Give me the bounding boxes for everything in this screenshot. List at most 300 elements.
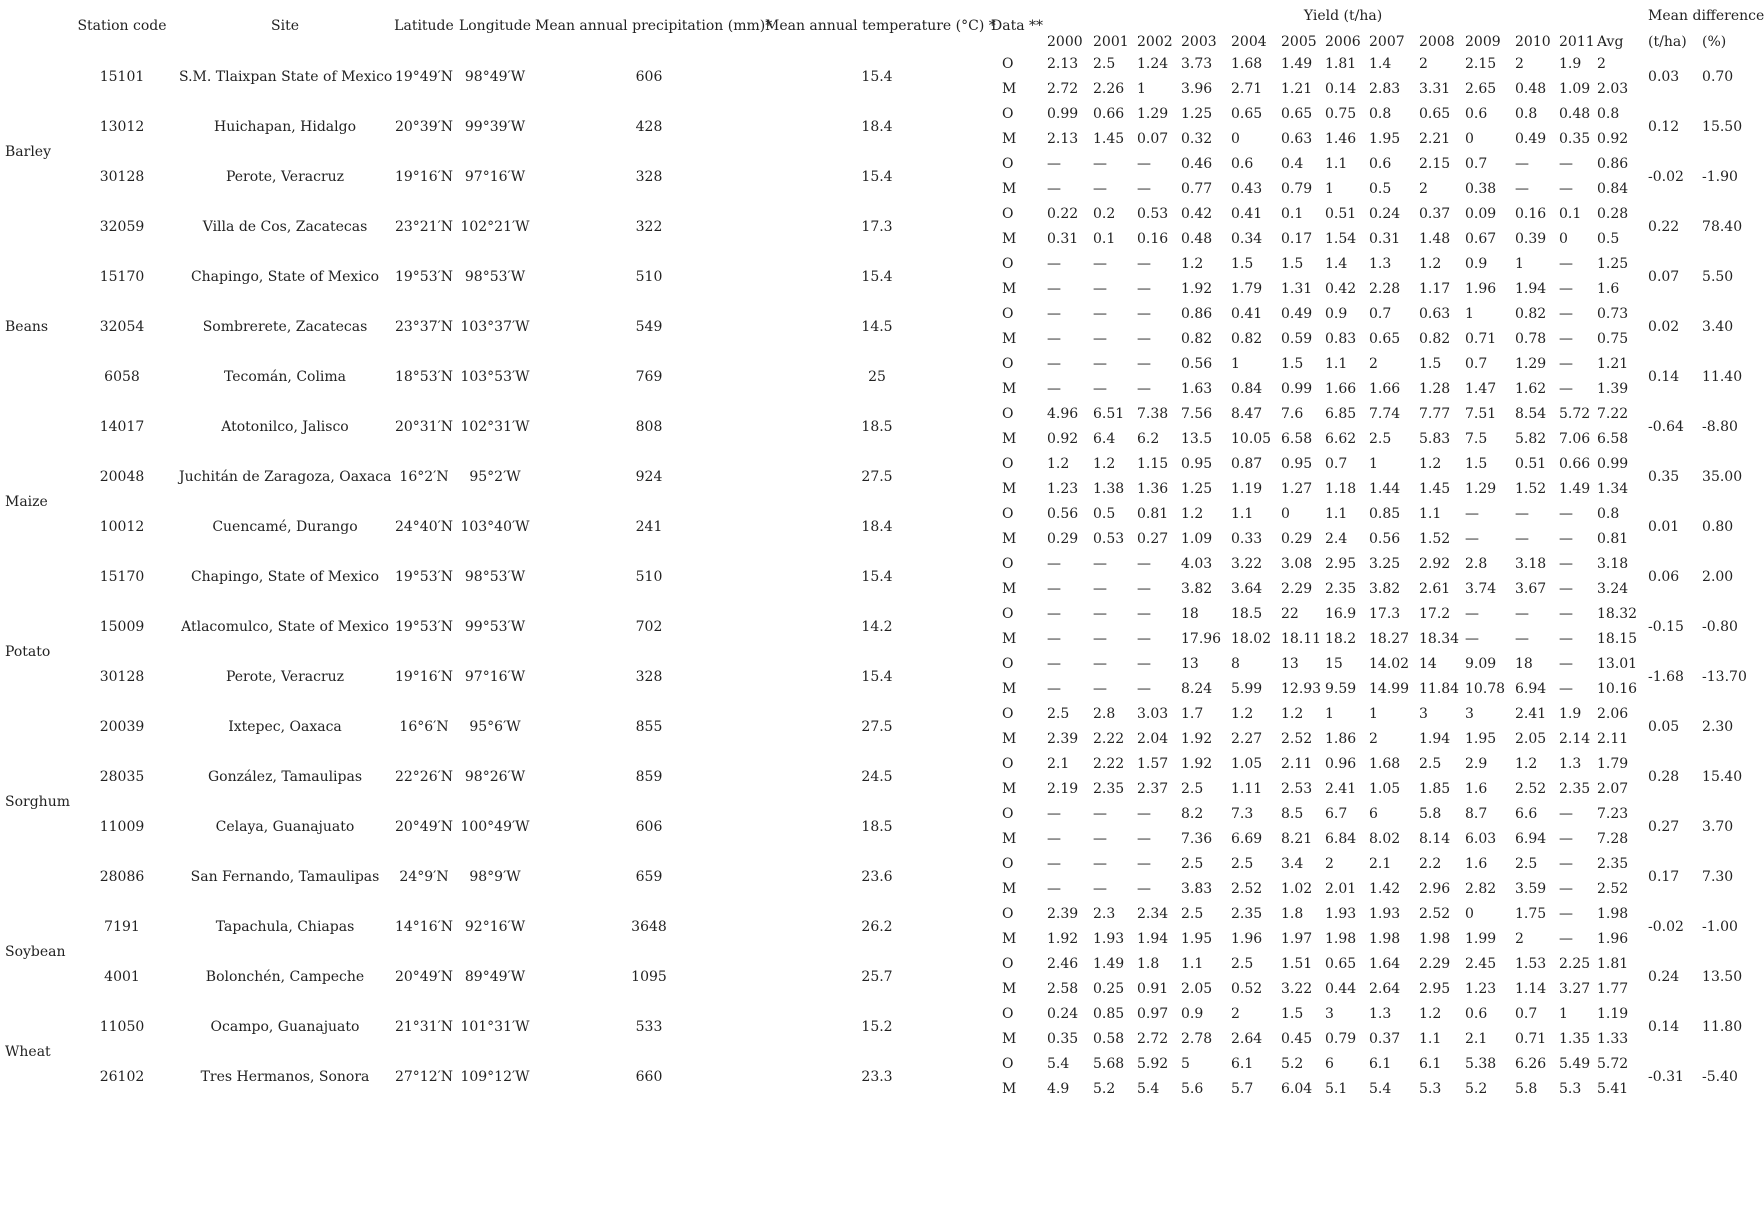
yield-value: 1.29 — [1137, 106, 1169, 122]
yield-value: 1.5 — [1281, 256, 1304, 272]
yield-value: 2.78 — [1181, 1031, 1213, 1047]
yield-value: 2 — [1325, 856, 1334, 872]
yield-value: 0.22 — [1047, 206, 1079, 222]
yield-value: 14.02 — [1369, 656, 1410, 672]
yield-value: 1.92 — [1181, 281, 1213, 297]
yield-value: 0.86 — [1597, 156, 1629, 172]
mean-diff-pct: 3.40 — [1702, 318, 1734, 335]
yield-value: 1.92 — [1181, 731, 1213, 747]
yield-value: 0.37 — [1369, 1031, 1401, 1047]
yield-value: 6.85 — [1325, 406, 1357, 422]
table-body — [4, 52, 1752, 1102]
station-code: 13012 — [99, 118, 145, 135]
latitude: 24°40′N — [394, 518, 454, 535]
yield-value: 1.15 — [1137, 456, 1169, 472]
data-type: O — [1002, 206, 1014, 222]
latitude: 14°16′N — [394, 918, 454, 935]
yield-value: 1.98 — [1325, 931, 1357, 947]
latitude: 19°53′N — [394, 568, 454, 585]
yield-value: 0.43 — [1231, 181, 1263, 197]
precipitation: 241 — [635, 518, 663, 535]
yield-value: 1.2 — [1419, 256, 1442, 272]
yield-value: 1.54 — [1325, 231, 1357, 247]
data-type: M — [1002, 481, 1017, 497]
longitude: 99°53′W — [464, 618, 526, 635]
yield-value: 2.28 — [1369, 281, 1401, 297]
yield-value: 3.73 — [1181, 56, 1213, 72]
site-name: Atotonilco, Jalisco — [221, 418, 349, 435]
yield-value: 0.6 — [1465, 106, 1488, 122]
yield-value: 13.01 — [1597, 656, 1638, 672]
yield-comparison-table — [4, 0, 1764, 1102]
mean-diff-tha: 0.02 — [1648, 318, 1680, 335]
yield-value: 2.03 — [1597, 81, 1629, 97]
yield-value: 1.14 — [1515, 981, 1547, 997]
data-type: O — [1002, 456, 1014, 472]
yield-value: 0.29 — [1281, 531, 1313, 547]
year-header: 2007 — [1369, 34, 1405, 50]
site-name: González, Tamaulipas — [207, 768, 363, 785]
yield-value: — — [1047, 806, 1061, 822]
yield-value: 0.59 — [1281, 331, 1313, 347]
yield-value: — — [1559, 331, 1573, 347]
yield-value: 1.4 — [1369, 56, 1392, 72]
yield-value: — — [1559, 306, 1573, 322]
yield-value: 1.35 — [1559, 1031, 1591, 1047]
yield-value: 5.72 — [1597, 1056, 1629, 1072]
mean-diff-pct: 78.40 — [1702, 218, 1743, 235]
year-header: 2002 — [1137, 34, 1173, 50]
yield-value: 1.1 — [1325, 356, 1348, 372]
yield-value: 6.1 — [1369, 1056, 1392, 1072]
yield-value: 2.35 — [1597, 856, 1629, 872]
data-type: M — [1002, 781, 1017, 797]
year-header: 2006 — [1325, 34, 1361, 50]
yield-value: 1.38 — [1093, 481, 1125, 497]
yield-value: 1.17 — [1419, 281, 1451, 297]
yield-value: — — [1093, 631, 1107, 647]
yield-value: 0.92 — [1047, 431, 1079, 447]
yield-value: 2.39 — [1047, 731, 1079, 747]
yield-value: 2.5 — [1419, 756, 1442, 772]
data-type: O — [1002, 606, 1014, 622]
longitude: 98°53′W — [464, 268, 526, 285]
yield-value: 8.2 — [1181, 806, 1204, 822]
data-type: O — [1002, 556, 1014, 572]
yield-value: — — [1137, 806, 1151, 822]
station-code: 32054 — [99, 318, 145, 335]
data-type: O — [1002, 1006, 1014, 1022]
yield-value: 1.45 — [1093, 131, 1125, 147]
longitude: 98°9′W — [469, 868, 521, 885]
year-header: 2004 — [1231, 34, 1267, 50]
station-code: 14017 — [99, 418, 145, 435]
yield-value: — — [1047, 581, 1061, 597]
yield-value: 0.5 — [1093, 506, 1116, 522]
yield-value: 0.75 — [1597, 331, 1629, 347]
yield-value: 3.18 — [1515, 556, 1547, 572]
mean-diff-pct: -5.40 — [1702, 1068, 1738, 1085]
yield-value: 1.4 — [1325, 256, 1348, 272]
yield-value: 3 — [1419, 706, 1428, 722]
yield-value: 1.2 — [1231, 706, 1254, 722]
station-code: 10012 — [99, 518, 145, 535]
yield-value: — — [1137, 606, 1151, 622]
yield-value: 0.1 — [1093, 231, 1116, 247]
data-type: O — [1002, 706, 1014, 722]
yield-value: 1.2 — [1281, 706, 1304, 722]
yield-value: — — [1559, 831, 1573, 847]
mean-diff-pct: 11.80 — [1702, 1018, 1743, 1035]
precipitation: 328 — [635, 668, 663, 685]
yield-value: 3.83 — [1181, 881, 1213, 897]
temperature: 15.4 — [861, 68, 893, 85]
yield-value: 1.2 — [1181, 256, 1204, 272]
yield-value: 0.46 — [1181, 156, 1213, 172]
data-type: M — [1002, 431, 1017, 447]
yield-value: 1.63 — [1181, 381, 1213, 397]
yield-value: — — [1559, 281, 1573, 297]
yield-value: 0.49 — [1281, 306, 1313, 322]
yield-value: 1 — [1369, 706, 1378, 722]
yield-value: 1.3 — [1369, 1006, 1392, 1022]
yield-value: 8.24 — [1181, 681, 1213, 697]
yield-value: 0.51 — [1515, 456, 1547, 472]
table-row — [4, 52, 1752, 77]
yield-value: 3.31 — [1419, 81, 1451, 97]
mean-diff-pct: 15.40 — [1702, 768, 1743, 785]
yield-value: 1.47 — [1465, 381, 1497, 397]
yield-value: 6.6 — [1515, 806, 1538, 822]
yield-value: 2.8 — [1465, 556, 1488, 572]
yield-value: 5.72 — [1559, 406, 1591, 422]
yield-value: 2.9 — [1465, 756, 1488, 772]
latitude: 19°53′N — [394, 618, 454, 635]
yield-value: 0.51 — [1325, 206, 1357, 222]
site-name: Tapachula, Chiapas — [215, 918, 355, 935]
temperature: 25.7 — [861, 968, 893, 985]
yield-value: — — [1047, 306, 1061, 322]
yield-value: 2 — [1369, 356, 1378, 372]
yield-value: 2.5 — [1181, 781, 1204, 797]
yield-value: 0.71 — [1515, 1031, 1547, 1047]
data-type: M — [1002, 81, 1017, 97]
yield-value: — — [1559, 156, 1573, 172]
crop-name: Maize — [5, 493, 48, 510]
table-row — [4, 752, 1752, 777]
table-row — [4, 252, 1752, 277]
temperature: 18.5 — [861, 418, 893, 435]
yield-value: 7.74 — [1369, 406, 1401, 422]
yield-value: 1.95 — [1465, 731, 1497, 747]
yield-value: 0.33 — [1231, 531, 1263, 547]
yield-value: 14.99 — [1369, 681, 1410, 697]
latitude: 19°16′N — [394, 168, 454, 185]
table-row — [4, 602, 1752, 627]
mean-diff-tha: 0.14 — [1648, 1018, 1680, 1035]
yield-value: 5.7 — [1231, 1081, 1254, 1097]
yield-value: 0.38 — [1465, 181, 1497, 197]
yield-value: 1.09 — [1559, 81, 1591, 97]
yield-value: 1.39 — [1597, 381, 1629, 397]
table-row — [4, 452, 1752, 477]
data-type: M — [1002, 1031, 1017, 1047]
yield-value: 1.1 — [1325, 156, 1348, 172]
yield-value: 0.58 — [1093, 1031, 1125, 1047]
yield-value: 2.71 — [1231, 81, 1263, 97]
yield-value: 8.21 — [1281, 831, 1313, 847]
latitude: 20°31′N — [394, 418, 454, 435]
yield-value: 2.5 — [1515, 856, 1538, 872]
precipitation: 859 — [635, 768, 663, 785]
mean-diff-pct: -13.70 — [1702, 668, 1747, 685]
yield-value: — — [1515, 606, 1529, 622]
yield-value: 1.46 — [1325, 131, 1357, 147]
yield-value: 1.92 — [1181, 756, 1213, 772]
mean-diff-tha: 0.14 — [1648, 368, 1680, 385]
yield-value: 1.21 — [1597, 356, 1629, 372]
yield-value: 6.51 — [1093, 406, 1125, 422]
longitude: 103°40′W — [460, 518, 530, 535]
yield-value: 1.2 — [1093, 456, 1116, 472]
yield-value: — — [1559, 556, 1573, 572]
yield-value: 0.52 — [1231, 981, 1263, 997]
yield-value: 2.2 — [1419, 856, 1442, 872]
data-type: M — [1002, 381, 1017, 397]
crop-name: Beans — [5, 318, 49, 335]
yield-value: 5.99 — [1231, 681, 1263, 697]
table-row — [4, 1052, 1752, 1077]
yield-value: 1 — [1325, 706, 1334, 722]
yield-value: 0.65 — [1369, 331, 1401, 347]
yield-value: — — [1093, 581, 1107, 597]
mean-diff-pct: 15.50 — [1702, 118, 1743, 135]
yield-value: — — [1093, 331, 1107, 347]
yield-value: 7.36 — [1181, 831, 1213, 847]
yield-value: 0.95 — [1181, 456, 1213, 472]
yield-value: 1.64 — [1369, 956, 1401, 972]
yield-value: — — [1559, 256, 1573, 272]
yield-value: 0.1 — [1281, 206, 1304, 222]
yield-value: 1.96 — [1597, 931, 1629, 947]
latitude: 16°2′N — [399, 468, 449, 485]
yield-value: 2.46 — [1047, 956, 1079, 972]
yield-value: 2.52 — [1231, 881, 1263, 897]
yield-value: 0.42 — [1181, 206, 1213, 222]
mean-diff-tha: -0.02 — [1648, 168, 1684, 185]
yield-value: — — [1515, 631, 1529, 647]
yield-value: — — [1559, 631, 1573, 647]
longitude: 97°16′W — [464, 668, 526, 685]
yield-value: 0.37 — [1419, 206, 1451, 222]
yield-value: 0.4 — [1281, 156, 1304, 172]
yield-value: 0.65 — [1419, 106, 1451, 122]
header-data: Data ** — [991, 18, 1043, 34]
yield-value: 0.5 — [1369, 181, 1392, 197]
yield-value: 2.8 — [1093, 706, 1116, 722]
data-type: M — [1002, 531, 1017, 547]
yield-value: — — [1559, 931, 1573, 947]
yield-value: 2.22 — [1093, 731, 1125, 747]
year-header: 2011 — [1559, 34, 1595, 50]
header-site: Site — [271, 18, 299, 34]
yield-value: — — [1465, 631, 1479, 647]
yield-value: 0.49 — [1515, 131, 1547, 147]
yield-value: 5.6 — [1181, 1081, 1204, 1097]
yield-value: 0.28 — [1597, 206, 1629, 222]
yield-value: 0.6 — [1231, 156, 1254, 172]
yield-value: 0.73 — [1597, 306, 1629, 322]
yield-value: 0.48 — [1559, 106, 1591, 122]
longitude: 99°39′W — [464, 118, 526, 135]
yield-value: 1.66 — [1325, 381, 1357, 397]
yield-value: 2.01 — [1325, 881, 1357, 897]
yield-value: 6 — [1325, 1056, 1334, 1072]
header-precipitation: Mean annual precipitation (mm)* — [535, 18, 773, 34]
yield-value: — — [1047, 381, 1061, 397]
yield-value: 3 — [1465, 706, 1474, 722]
site-name: Villa de Cos, Zacatecas — [202, 218, 368, 235]
longitude: 102°31′W — [460, 418, 530, 435]
yield-value: 2.5 — [1231, 856, 1254, 872]
diff-unit-header: (t/ha) — [1648, 34, 1687, 50]
yield-value: 6.04 — [1281, 1081, 1313, 1097]
yield-value: 8 — [1231, 656, 1240, 672]
yield-value: 2.5 — [1181, 906, 1204, 922]
yield-value: 1.79 — [1231, 281, 1263, 297]
yield-value: 0 — [1231, 131, 1240, 147]
precipitation: 3648 — [631, 918, 667, 935]
data-type: M — [1002, 331, 1017, 347]
yield-value: 0.91 — [1137, 981, 1169, 997]
yield-value: — — [1047, 656, 1061, 672]
yield-value: 2.29 — [1281, 581, 1313, 597]
yield-value: — — [1093, 606, 1107, 622]
yield-value: 7.56 — [1181, 406, 1213, 422]
yield-value: 1.94 — [1419, 731, 1451, 747]
station-code: 11050 — [99, 1018, 145, 1035]
yield-value: 2.72 — [1137, 1031, 1169, 1047]
yield-value: 0.83 — [1325, 331, 1357, 347]
yield-value: 3.24 — [1597, 581, 1629, 597]
latitude: 18°53′N — [394, 368, 454, 385]
yield-value: 2.52 — [1597, 881, 1629, 897]
yield-value: 0.7 — [1465, 356, 1488, 372]
station-code: 28086 — [99, 868, 145, 885]
yield-value: 2 — [1515, 56, 1524, 72]
yield-value: 2.25 — [1559, 956, 1591, 972]
yield-value: 0 — [1281, 506, 1290, 522]
year-header: 2005 — [1281, 34, 1317, 50]
yield-value: 0.66 — [1093, 106, 1125, 122]
yield-value: 2.52 — [1515, 781, 1547, 797]
yield-value: — — [1137, 556, 1151, 572]
data-type: O — [1002, 506, 1014, 522]
yield-value: — — [1559, 506, 1573, 522]
longitude: 101°31′W — [460, 1018, 530, 1035]
yield-value: 0.2 — [1093, 206, 1116, 222]
data-type: M — [1002, 831, 1017, 847]
station-code: 15101 — [99, 68, 145, 85]
yield-value: 1.02 — [1281, 881, 1313, 897]
yield-value: 1.11 — [1231, 781, 1263, 797]
yield-value: 1.81 — [1325, 56, 1357, 72]
mean-diff-tha: 0.35 — [1648, 468, 1680, 485]
station-code: 7191 — [104, 918, 140, 935]
yield-value: — — [1093, 256, 1107, 272]
yield-value: 14 — [1419, 656, 1437, 672]
yield-value: 18.11 — [1281, 631, 1322, 647]
yield-value: 2.15 — [1419, 156, 1451, 172]
yield-value: 0.92 — [1597, 131, 1629, 147]
yield-value: 6.26 — [1515, 1056, 1547, 1072]
yield-value: 0.99 — [1597, 456, 1629, 472]
yield-value: — — [1559, 606, 1573, 622]
yield-value: 3.67 — [1515, 581, 1547, 597]
mean-diff-pct: 3.70 — [1702, 818, 1734, 835]
data-type: M — [1002, 981, 1017, 997]
station-code: 28035 — [99, 768, 145, 785]
yield-value: 1.6 — [1597, 281, 1620, 297]
yield-value: 0.5 — [1597, 231, 1620, 247]
yield-value: 2.04 — [1137, 731, 1169, 747]
temperature: 26.2 — [861, 918, 893, 935]
crop-name: Sorghum — [5, 793, 70, 810]
yield-value: 6.94 — [1515, 681, 1547, 697]
yield-value: 0.82 — [1181, 331, 1213, 347]
table-row — [4, 902, 1752, 927]
temperature: 23.3 — [861, 1068, 893, 1085]
latitude: 19°49′N — [394, 68, 454, 85]
yield-value: 8.7 — [1465, 806, 1488, 822]
station-code: 15170 — [99, 268, 145, 285]
yield-value: 6.58 — [1597, 431, 1629, 447]
yield-value: — — [1093, 281, 1107, 297]
station-code: 32059 — [99, 218, 145, 235]
yield-value: 1.85 — [1419, 781, 1451, 797]
yield-value: 0.48 — [1515, 81, 1547, 97]
yield-value: 0.7 — [1465, 156, 1488, 172]
latitude: 16°6′N — [399, 718, 449, 735]
header-crop — [4, 0, 66, 52]
data-type: O — [1002, 856, 1014, 872]
yield-value: 2.35 — [1559, 781, 1591, 797]
table-row — [4, 402, 1752, 427]
yield-value: 2.21 — [1419, 131, 1451, 147]
site-name: Cuencamé, Durango — [212, 518, 358, 535]
temperature: 15.4 — [861, 668, 893, 685]
yield-value: 2.72 — [1047, 81, 1079, 97]
yield-value: 5.4 — [1137, 1081, 1160, 1097]
mean-diff-pct: 2.00 — [1702, 568, 1734, 585]
yield-value: 1 — [1231, 356, 1240, 372]
site-name: Perote, Veracruz — [225, 168, 345, 185]
header-longitude: Longitude — [458, 18, 532, 34]
yield-value: 2.82 — [1465, 881, 1497, 897]
yield-value: 4.03 — [1181, 556, 1213, 572]
yield-value: 1.25 — [1181, 106, 1213, 122]
site-name: Chapingo, State of Mexico — [190, 568, 380, 585]
mean-diff-pct: 11.40 — [1702, 368, 1743, 385]
year-header: 2003 — [1181, 34, 1217, 50]
header-row — [4, 0, 1752, 32]
yield-value: 2.41 — [1325, 781, 1357, 797]
yield-value: 0.34 — [1231, 231, 1263, 247]
data-type: O — [1002, 956, 1014, 972]
temperature: 17.3 — [861, 218, 893, 235]
yield-value: 5.49 — [1559, 1056, 1591, 1072]
yield-value: 8.47 — [1231, 406, 1263, 422]
